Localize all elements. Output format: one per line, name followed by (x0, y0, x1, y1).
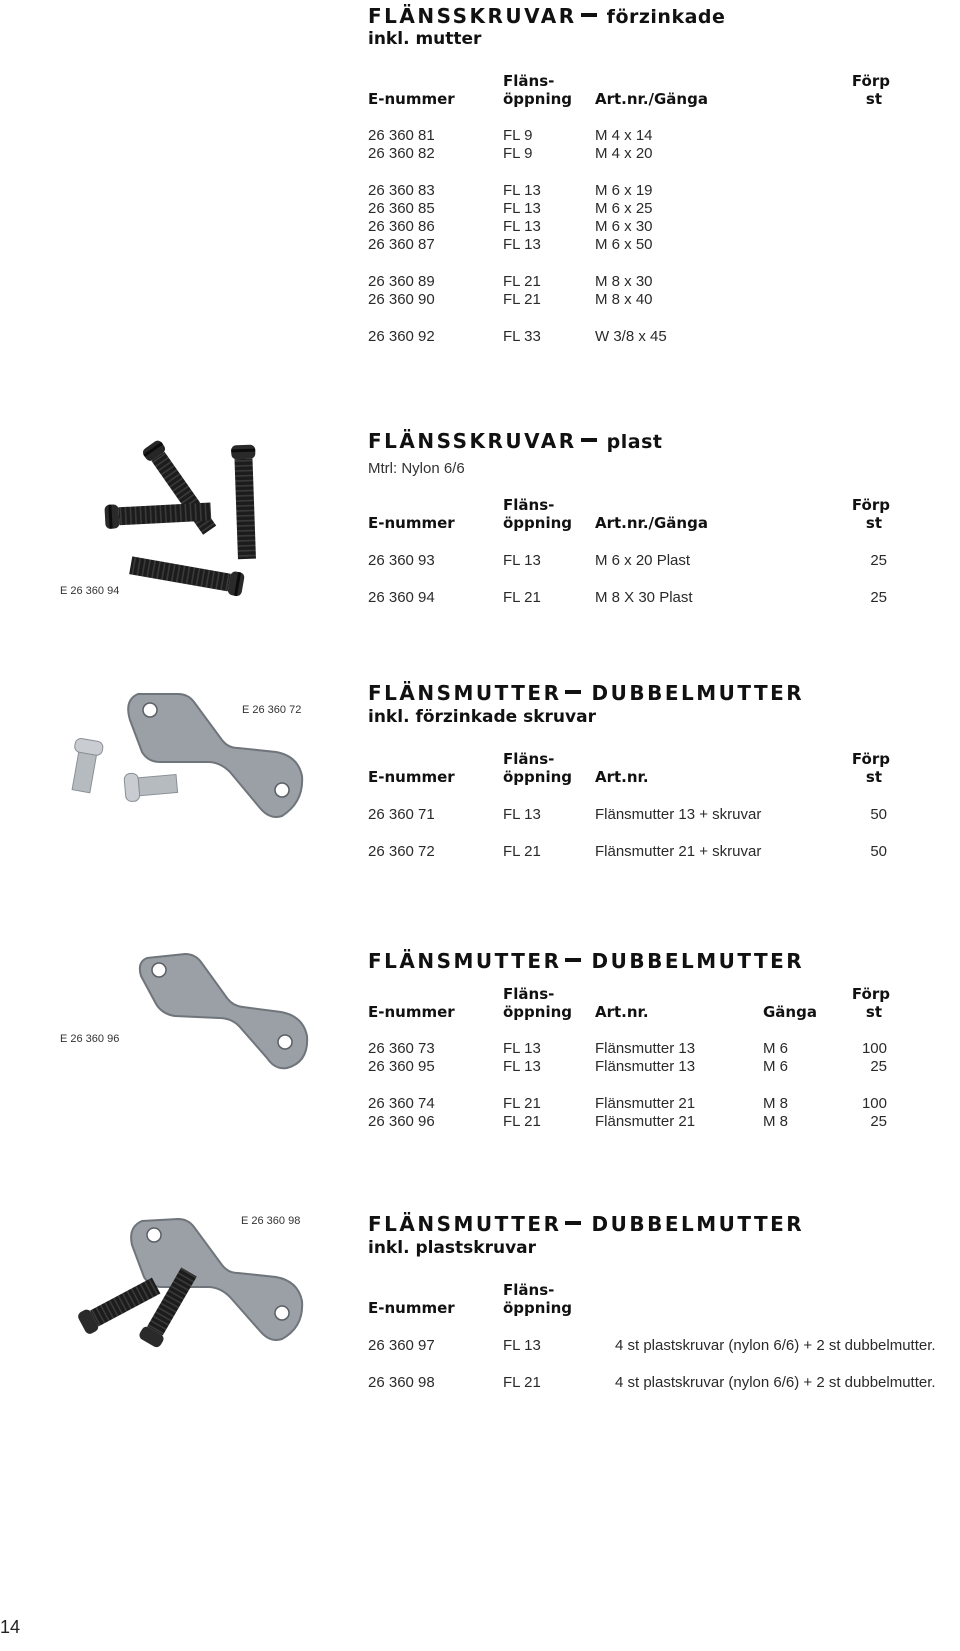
s3-header-art: Art.nr. (595, 768, 649, 786)
table-row-s4-0-art: Flänsmutter 13 (595, 1040, 696, 1057)
table-row-s3-1-forp: 50 (870, 843, 887, 860)
table-row-s2-1-enr: 26 360 94 (368, 589, 435, 606)
s2-header-forp2: st (865, 514, 882, 532)
table-row-s1-2-art: M 6 x 19 (595, 182, 653, 199)
s2-header-fl1: Fläns- (503, 496, 555, 514)
table-row-s4-1-ganga: M 6 (763, 1058, 789, 1075)
s2-header-art: Art.nr./Gänga (595, 514, 708, 532)
table-row-s1-5-art: M 6 x 50 (595, 236, 653, 253)
s3-title (368, 681, 804, 705)
table-row-s4-1-fl: FL 13 (503, 1058, 541, 1075)
table-row-s1-4-art: M 6 x 30 (595, 218, 653, 235)
s3-title-second: DUBBELMUTTER (591, 681, 805, 705)
s1-subheading: inkl. mutter (368, 29, 482, 49)
table-row-s4-3-fl: FL 21 (503, 1113, 541, 1130)
s1-header-fl1: Fläns- (503, 72, 555, 90)
table-row-s4-1-art: Flänsmutter 13 (595, 1058, 696, 1075)
table-row-s3-0-enr: 26 360 71 (368, 806, 435, 823)
s1-header-forp1: Förp (851, 72, 890, 90)
s1-title-sub: förzinkade (606, 6, 726, 28)
s3-header-enr: E-nummer (368, 768, 455, 786)
table-row-s1-7-fl: FL 21 (503, 291, 541, 308)
s5-header-fl2: öppning (503, 1299, 573, 1317)
s2-header-forp1: Förp (851, 496, 890, 514)
s2-title-sub: plast (606, 431, 663, 453)
s3-header-forp2: st (865, 768, 882, 786)
table-row-s4-3-forp: 25 (870, 1113, 887, 1130)
table-row-s2-0-forp: 25 (870, 552, 887, 569)
title-dash (565, 690, 581, 694)
table-row-s3-0-forp: 50 (870, 806, 887, 823)
table-row-s3-1-fl: FL 21 (503, 843, 541, 860)
table-row-s5-1-desc: 4 st plastskruvar (nylon 6/6) + 2 st dubbelmutter. (615, 1374, 936, 1391)
table-row-s3-1-enr: 26 360 72 (368, 843, 435, 860)
s5-title-main: FLÄNSMUTTER (368, 1212, 562, 1236)
title-dash (565, 1221, 581, 1225)
s4-title (368, 949, 804, 973)
table-row-s4-2-art: Flänsmutter 21 (595, 1095, 696, 1112)
table-row-s1-6-enr: 26 360 89 (368, 273, 435, 290)
table-row-s4-0-ganga: M 6 (763, 1040, 789, 1057)
table-row-s1-6-art: M 8 x 30 (595, 273, 653, 290)
table-row-s2-0-enr: 26 360 93 (368, 552, 435, 569)
s2-title (368, 429, 663, 454)
flange-nut-plastic-screws-photo (60, 1215, 315, 1355)
s4-header-forp1: Förp (851, 985, 890, 1003)
table-row-s1-2-fl: FL 13 (503, 182, 541, 199)
table-row-s1-5-enr: 26 360 87 (368, 236, 435, 253)
s2-title-main: FLÄNSSKRUVAR (368, 429, 577, 453)
table-row-s1-8-art: W 3/8 x 45 (595, 328, 667, 345)
table-row-s4-2-forp: 100 (861, 1095, 887, 1112)
s3-title-main: FLÄNSMUTTER (368, 681, 562, 705)
table-row-s5-0-enr: 26 360 97 (368, 1337, 435, 1354)
table-row-s4-2-fl: FL 21 (503, 1095, 541, 1112)
table-row-s5-0-fl: FL 13 (503, 1337, 541, 1354)
s1-header-forp2: st (865, 90, 882, 108)
s4-photo-caption: E 26 360 96 (60, 1033, 120, 1045)
table-row-s4-2-ganga: M 8 (763, 1095, 789, 1112)
page-number: 14 (0, 1617, 21, 1637)
table-row-s4-3-art: Flänsmutter 21 (595, 1113, 696, 1130)
table-row-s1-5-fl: FL 13 (503, 236, 541, 253)
s4-header-enr: E-nummer (368, 1003, 455, 1021)
table-row-s1-1-art: M 4 x 20 (595, 145, 653, 162)
s2-header-fl2: öppning (503, 514, 573, 532)
s2-header-enr: E-nummer (368, 514, 455, 532)
table-row-s4-1-enr: 26 360 95 (368, 1058, 435, 1075)
s4-header-fl2: öppning (503, 1003, 573, 1021)
s1-header-fl2: öppning (503, 90, 573, 108)
table-row-s1-0-enr: 26 360 81 (368, 127, 435, 144)
table-row-s1-4-enr: 26 360 86 (368, 218, 435, 235)
table-row-s4-0-fl: FL 13 (503, 1040, 541, 1057)
table-row-s1-8-enr: 26 360 92 (368, 328, 435, 345)
table-row-s4-3-ganga: M 8 (763, 1113, 789, 1130)
table-row-s4-0-forp: 100 (861, 1040, 887, 1057)
s5-title-second: DUBBELMUTTER (591, 1212, 805, 1236)
s5-header-enr: E-nummer (368, 1299, 455, 1317)
s3-header-fl2: öppning (503, 768, 573, 786)
table-row-s1-1-fl: FL 9 (503, 145, 533, 162)
table-row-s4-1-forp: 25 (870, 1058, 887, 1075)
table-row-s2-0-art: M 6 x 20 Plast (595, 552, 691, 569)
title-dash (581, 438, 597, 442)
s4-title-main: FLÄNSMUTTER (368, 949, 562, 973)
s1-header-art: Art.nr./Gänga (595, 90, 708, 108)
s4-title-second: DUBBELMUTTER (591, 949, 805, 973)
table-row-s3-0-art: Flänsmutter 13 + skruvar (595, 806, 762, 823)
table-row-s5-1-enr: 26 360 98 (368, 1374, 435, 1391)
s2-material-note: Mtrl: Nylon 6/6 (368, 460, 465, 477)
table-row-s1-8-fl: FL 33 (503, 328, 541, 345)
title-dash (565, 958, 581, 962)
table-row-s1-3-art: M 6 x 25 (595, 200, 653, 217)
table-row-s2-1-fl: FL 21 (503, 589, 541, 606)
table-row-s1-4-fl: FL 13 (503, 218, 541, 235)
table-row-s4-2-enr: 26 360 74 (368, 1095, 435, 1112)
title-dash (581, 13, 597, 17)
table-row-s3-0-fl: FL 13 (503, 806, 541, 823)
s3-header-fl1: Fläns- (503, 750, 555, 768)
s5-photo-caption: E 26 360 98 (241, 1215, 301, 1227)
s3-header-forp1: Förp (851, 750, 890, 768)
s1-header-enr: E-nummer (368, 90, 455, 108)
table-row-s4-3-enr: 26 360 96 (368, 1113, 435, 1130)
table-row-s5-1-fl: FL 21 (503, 1374, 541, 1391)
table-row-s3-1-art: Flänsmutter 21 + skruvar (595, 843, 762, 860)
table-row-s2-1-forp: 25 (870, 589, 887, 606)
s3-photo-caption: E 26 360 72 (242, 704, 302, 716)
s3-subheading: inkl. förzinkade skruvar (368, 707, 596, 727)
table-row-s1-2-enr: 26 360 83 (368, 182, 435, 199)
flange-nut-photo (135, 950, 315, 1070)
s4-header-fl1: Fläns- (503, 985, 555, 1003)
table-row-s1-0-fl: FL 9 (503, 127, 533, 144)
table-row-s4-0-enr: 26 360 73 (368, 1040, 435, 1057)
s1-title (368, 4, 725, 29)
s4-header-ganga: Gänga (763, 1003, 817, 1021)
table-row-s2-0-fl: FL 13 (503, 552, 541, 569)
table-row-s1-0-art: M 4 x 14 (595, 127, 653, 144)
table-row-s2-1-art: M 8 X 30 Plast (595, 589, 693, 606)
plastic-screws-photo (95, 425, 260, 610)
table-row-s1-1-enr: 26 360 82 (368, 145, 435, 162)
s4-header-art: Art.nr. (595, 1003, 649, 1021)
s5-subheading: inkl. plastskruvar (368, 1238, 536, 1258)
s5-title (368, 1212, 804, 1236)
s1-title-main: FLÄNSSKRUVAR (368, 4, 577, 28)
s5-header-fl1: Fläns- (503, 1281, 555, 1299)
table-row-s1-6-fl: FL 21 (503, 273, 541, 290)
table-row-s5-0-desc: 4 st plastskruvar (nylon 6/6) + 2 st dubbelmutter. (615, 1337, 936, 1354)
table-row-s1-3-fl: FL 13 (503, 200, 541, 217)
table-row-s1-7-enr: 26 360 90 (368, 291, 435, 308)
table-row-s1-3-enr: 26 360 85 (368, 200, 435, 217)
s4-header-forp2: st (865, 1003, 882, 1021)
table-row-s1-7-art: M 8 x 40 (595, 291, 653, 308)
s2-photo-caption: E 26 360 94 (60, 585, 120, 597)
